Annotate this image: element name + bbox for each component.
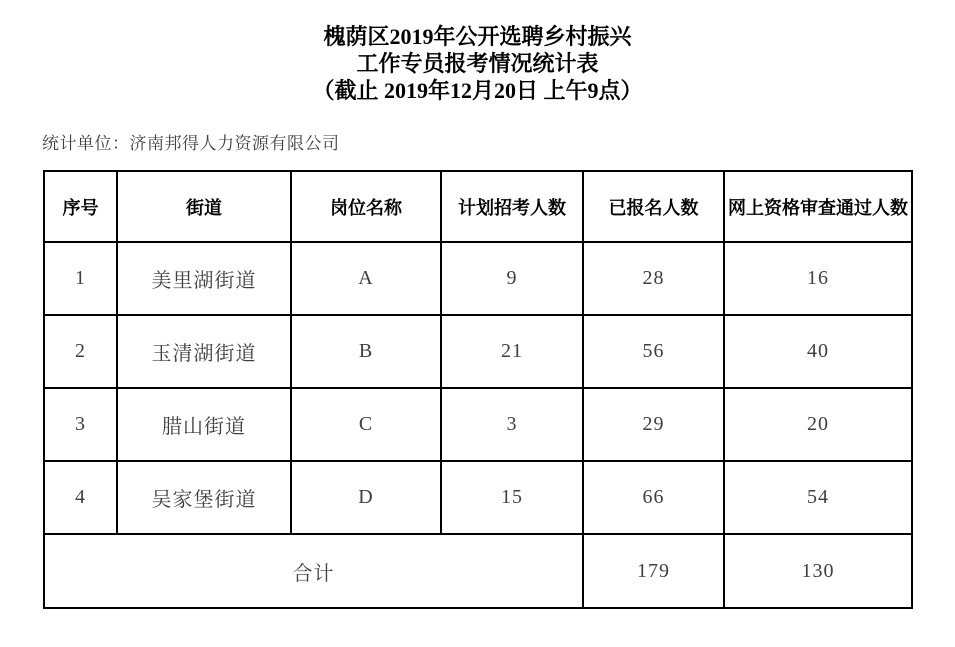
cell-passed: 40: [724, 315, 912, 388]
cell-passed: 16: [724, 242, 912, 315]
document-title: [0, 23, 955, 104]
cell-applied: 29: [583, 388, 724, 461]
cell-serial: 3: [44, 388, 117, 461]
total-label: 合计: [44, 534, 583, 608]
title-line-3: （截止 2019年12月20日 上午9点）: [312, 78, 643, 103]
statistics-unit-label: 统计单位：济南邦得人力资源有限公司: [42, 134, 340, 153]
header-post: 岗位名称: [291, 171, 441, 242]
header-passed: 网上资格审查通过人数: [724, 171, 912, 242]
title-line-1: 槐荫区2019年公开选聘乡村振兴: [323, 24, 632, 49]
cell-street: 吴家堡街道: [117, 461, 291, 534]
cell-serial: 1: [44, 242, 117, 315]
header-planned: 计划招考人数: [441, 171, 583, 242]
header-street: 街道: [117, 171, 291, 242]
cell-serial: 2: [44, 315, 117, 388]
total-applied: 179: [583, 534, 724, 608]
cell-street: 玉清湖街道: [117, 315, 291, 388]
cell-planned: 3: [441, 388, 583, 461]
table-row: [44, 242, 912, 315]
cell-applied: 56: [583, 315, 724, 388]
total-passed: 130: [724, 534, 912, 608]
table-total-row: [44, 534, 912, 608]
cell-post: A: [291, 242, 441, 315]
cell-planned: 21: [441, 315, 583, 388]
cell-street: 腊山街道: [117, 388, 291, 461]
cell-post: B: [291, 315, 441, 388]
report-table-container: [43, 170, 913, 609]
title-line-2: 工作专员报考情况统计表: [356, 51, 599, 76]
table-row: [44, 461, 912, 534]
report-table: [43, 170, 913, 609]
cell-applied: 28: [583, 242, 724, 315]
header-serial: 序号: [44, 171, 117, 242]
cell-serial: 4: [44, 461, 117, 534]
cell-planned: 15: [441, 461, 583, 534]
cell-planned: 9: [441, 242, 583, 315]
table-header-row: [44, 171, 912, 242]
cell-street: 美里湖街道: [117, 242, 291, 315]
cell-post: D: [291, 461, 441, 534]
table-row: [44, 388, 912, 461]
cell-passed: 20: [724, 388, 912, 461]
table-row: [44, 315, 912, 388]
cell-passed: 54: [724, 461, 912, 534]
cell-post: C: [291, 388, 441, 461]
header-applied: 已报名人数: [583, 171, 724, 242]
cell-applied: 66: [583, 461, 724, 534]
